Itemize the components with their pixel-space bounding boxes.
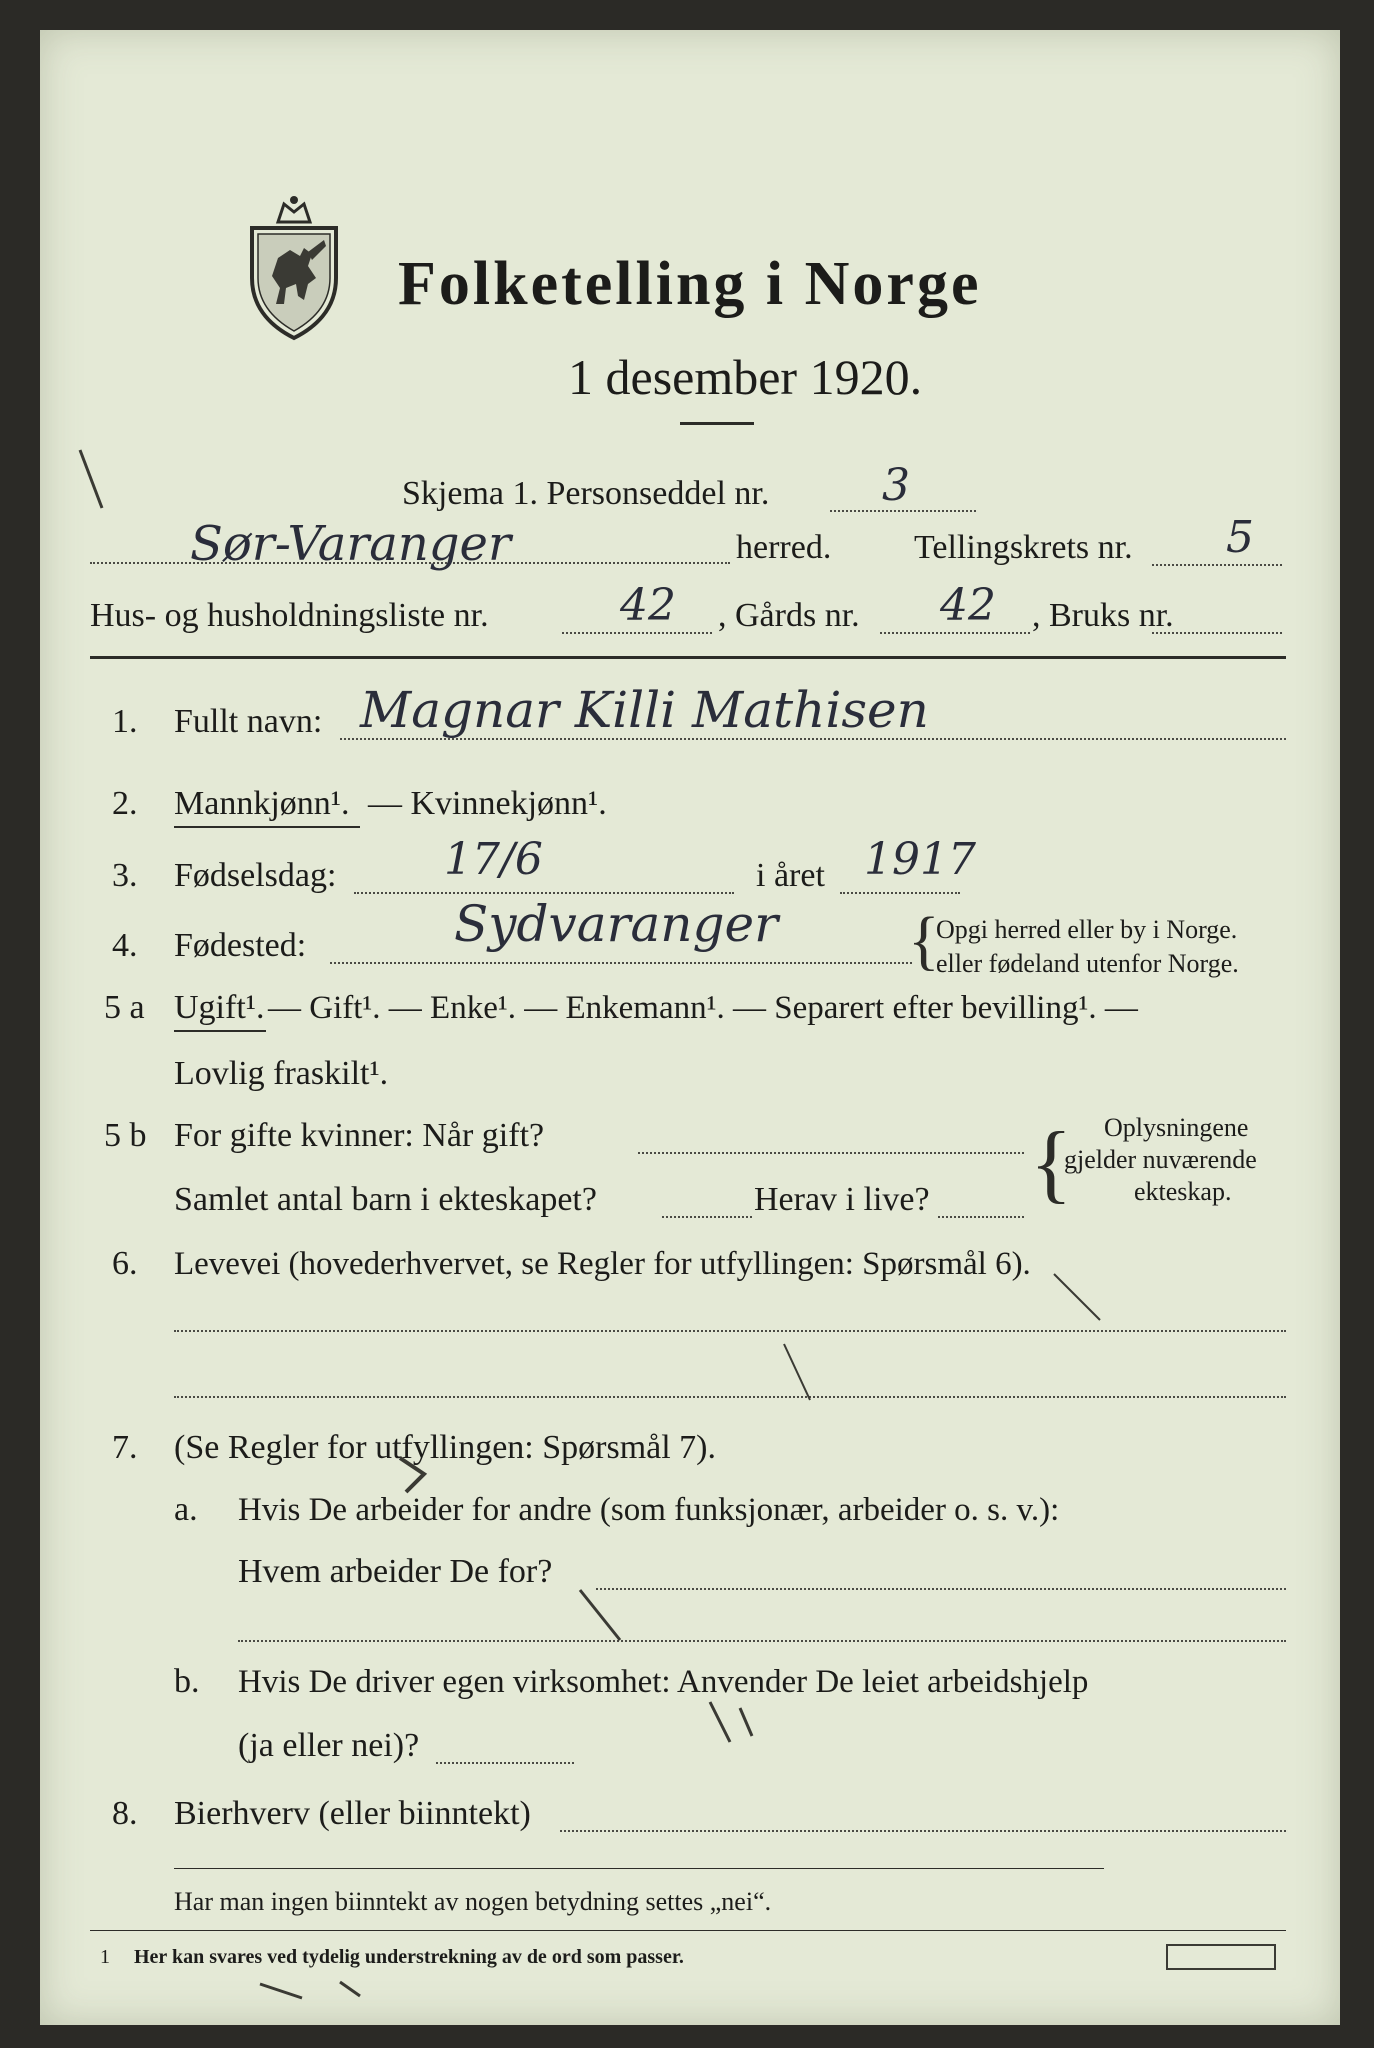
q6-label: Levevei (hovederhvervet, se Regler for utfyllingen: Spørsmål 6). [174, 1246, 1031, 1282]
husholdningsliste-value: 42 [620, 580, 676, 631]
q5b-note-3: ekteskap. [1134, 1177, 1232, 1206]
marital-divorced-option: Lovlig fraskilt¹. [174, 1055, 389, 1092]
q7b-letter: b. [174, 1663, 200, 1700]
marital-other-options: — Gift¹. — Enke¹. — Enkemann¹. — Separert efter bevilling¹. — [268, 990, 1138, 1026]
personseddel-number: 3 [882, 460, 910, 511]
q8-number: 8. [112, 1795, 138, 1832]
bruks-label: , Bruks nr. [1032, 597, 1174, 634]
q5b-label: For gifte kvinner: Når gift? [174, 1117, 545, 1154]
footnote-text: Her kan svares ved tydelig understrekning av de ord som passer. [134, 1946, 684, 1968]
q4-brace: { [908, 904, 940, 977]
q5b-children-label: Samlet antal barn i ekteskapet? [174, 1181, 597, 1218]
q5b-note-2: gjelder nuværende [1064, 1145, 1257, 1174]
birth-year-label: i året [756, 857, 825, 894]
q7b-label: Hvis De driver egen virksomhet: Anvender De leiet arbeidshjelp [238, 1664, 1089, 1700]
full-name-value: Magnar Killi Mathisen [360, 681, 929, 739]
census-date: 1 desember 1920. [568, 349, 923, 405]
q7b-answer-label: (ja eller nei)? [238, 1727, 420, 1764]
q5b-number: 5 b [104, 1117, 147, 1154]
birthplace-note-1: Opgi herred eller by i Norge. [936, 915, 1238, 944]
tellingskrets-label: Tellingskrets nr. [914, 529, 1133, 566]
schema-label: Skjema 1. Personseddel nr. [402, 475, 770, 512]
husholdningsliste-label: Hus- og husholdningsliste nr. [90, 597, 489, 634]
gender-female-option: — Kvinnekjønn¹. [368, 785, 607, 822]
pencil-marks [40, 30, 1340, 2025]
q2-number: 2. [112, 785, 138, 822]
gards-label: , Gårds nr. [718, 597, 860, 634]
q7a-letter: a. [174, 1491, 198, 1528]
q7a-employer-label: Hvem arbeider De for? [238, 1553, 553, 1590]
herred-label: herred. [736, 529, 832, 566]
q6-number: 6. [112, 1245, 138, 1282]
q4-number: 4. [112, 927, 138, 964]
q5b-alive-label: Herav i live? [754, 1181, 930, 1218]
marital-unmarried-option: Ugift¹. [174, 989, 265, 1026]
tellingskrets-value: 5 [1226, 512, 1254, 563]
q7a-label: Hvis De arbeider for andre (som funksjonær, arbeider o. s. v.): [238, 1492, 1060, 1528]
q5a-number: 5 a [104, 989, 145, 1026]
form-title: Folketelling i Norge [398, 250, 982, 318]
birthday-value: 17/6 [444, 834, 543, 885]
q1-label: Fullt navn: [174, 703, 323, 740]
q7-label: (Se Regler for utfyllingen: Spørsmål 7). [174, 1429, 717, 1466]
gender-male-option: Mannkjønn¹. [174, 785, 350, 822]
q3-number: 3. [112, 857, 138, 894]
gards-value: 42 [940, 580, 996, 631]
q5b-brace: { [1030, 1115, 1073, 1212]
census-form-sheet [40, 30, 1340, 2025]
herred-value: Sør-Varanger [190, 516, 511, 572]
footer-note: Har man ingen biinntekt av nogen betydning settes „nei“. [174, 1887, 772, 1916]
q4-label: Fødested: [174, 927, 307, 964]
birthplace-note-2: eller fødeland utenfor Norge. [936, 949, 1239, 978]
q5b-note-1: Oplysningene [1104, 1113, 1249, 1142]
footnote-number: 1 [100, 1946, 110, 1968]
birth-year-value: 1917 [864, 834, 976, 885]
q3-label: Fødselsdag: [174, 857, 337, 894]
q8-label: Bierhverv (eller biinntekt) [174, 1795, 531, 1832]
q7-number: 7. [112, 1429, 138, 1466]
q1-number: 1. [112, 703, 138, 740]
birthplace-value: Sydvaranger [454, 895, 778, 953]
